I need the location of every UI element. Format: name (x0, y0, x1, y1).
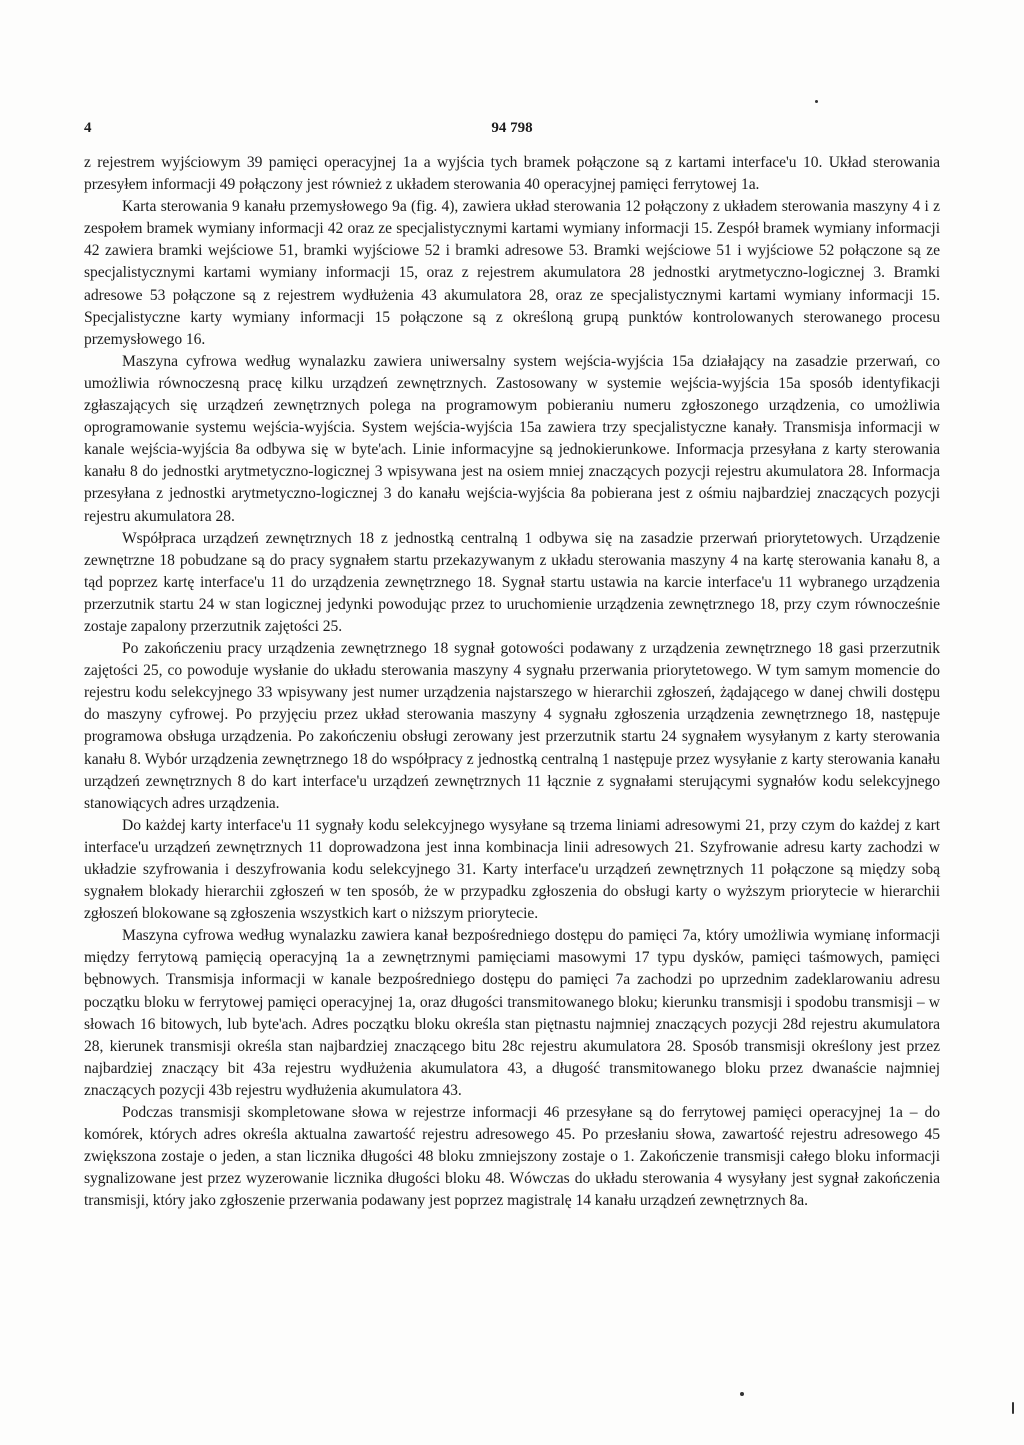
paragraph: Współpraca urządzeń zewnętrznych 18 z jednostką centralną 1 odbywa się na zasadzie przerwań priorytetowych. Urządzenie zewnętrzne 18 pobudzane są do pracy sygnałem startu przekazywanym z układu sterowania maszyny 4 na kartę sterowania kanału 8, a tąd poprzez kartę interface'u 11 do urządzenia zewnętrznego 18. Sygnał startu ustawia na karcie interface'u 11 wybranego urządzenia przerzutnik startu 24 w stan logicznej jedynki powodując przez to uruchomienie urządzenia zewnętrznego 18, przy czym równocześnie zostaje zapalony przerzutnik zajętości 25. (84, 529, 940, 635)
paragraph: Do każdej karty interface'u 11 sygnały kodu selekcyjnego wysyłane są trzema liniami adresowymi 21, przy czym do każdej z kart interface'u urządzeń zewnętrznych 11 doprowadzona jest inna kombinacja linii adresowych 21. Szyfrowanie adresu karty zachodzi w układzie szyfrowania i deszyfrowania kodu selekcyjnego 31. Karty interface'u urządzeń zewnętrznych 11 połączone są między sobą sygnałem blokady hierarchii zgłoszeń w ten sposób, że w przypadku zgłoszenia do obsługi karty o wyższym priorytecie w hierarchii zgłoszeń blokowane są zgłoszenia wszystkich kart o niższym priorytecie. (84, 816, 940, 923)
body-text (84, 152, 940, 1213)
scan-speck (740, 1392, 744, 1396)
page-number: 4 (84, 120, 92, 136)
scan-speck (815, 100, 818, 103)
scan-speck (1012, 1402, 1014, 1414)
patent-number: 94 798 (491, 120, 533, 136)
paragraph: Maszyna cyfrowa według wynalazku zawiera uniwersalny system wejścia-wyjścia 15a działający na zasadzie przerwań, co umożliwia równoczesną pracę kilku urządzeń zewnętrznych. Zastosowany w systemie wejścia-wyjścia 15a sposób identyfikacji zgłaszających się urządzeń zewnętrznych polega na programowym pobieraniu numeru zgłoszonego urządzenia, co umożliwia oprogramowanie systemu wejścia-wyjścia. System wejścia-wyjścia 15a zawiera trzy specjalistyczne kanały. Transmisja informacji w kanale wejścia-wyjścia 8a odbywa się w byte'ach. Linie informacyjne są jednokierunkowe. Informacja przesyłana z karty sterowania kanału 8 do jednostki arytmetyczno-logicznej 3 wpisywana jest na osiem mniej znaczących pozycji rejestru akumulatora 28. Informacja przesyłana z jednostki arytmetyczno-logicznej 3 do kanału wejścia-wyjścia 8a pobierana jest z ośmiu najbardziej znaczących pozycji rejestru akumulatora 28. (84, 352, 940, 525)
paragraph: z rejestrem wyjściowym 39 pamięci operacyjnej 1a a wyjścia tych bramek połączone są z kartami interface'u 10. Układ sterowania przesyłem informacji 49 połączony jest również z układem sterowania 40 operacyjnej pamięci ferrytowej 1a. (84, 154, 940, 194)
paragraph: Karta sterowania 9 kanału przemysłowego 9a (fig. 4), zawiera układ sterowania 12 połączony z układem sterowania maszyny 4 i z zespołem bramek wymiany informacji 42 oraz ze specjalistycznymi kartami wymiany informacji 15. Zespół bramek wymiany informacji 42 zawiera bramki wejściowe 51, bramki wyjściowe 52 i bramki adresowe 53. Bramki wejściowe 51 i wyjściowe 52 połączone są ze specjalistycznymi kartami wymiany informacji 15, oraz z rejestrem akumulatora 28 jednostki arytmetyczno-logicznej 3. Bramki adresowe 53 połączone są z rejestrem wydłużenia 43 akumulatora 28, oraz ze specjalistycznymi kartami wymiany informacji 15. Specjalistyczne karty wymiany informacji 15 połączone są z określoną grupą punktów kontrolowanych sterowanego procesu przemysłowego 16. (84, 198, 940, 348)
paragraph: Podczas transmisji skompletowane słowa w rejestrze informacji 46 przesyłane są do ferrytowej pamięci operacyjnej 1a – do komórek, których adres określa aktualna zawartość rejestru adresowego 45. Po przesłaniu słowa, zawartość rejestru adresowego 45 zwiększona zostaje o jeden, a stan licznika długości 48 bloku zmniejszony zostaje o 1. Zakończenie transmisji całego bloku informacji sygnalizowane jest przez wyzerowanie licznika długości bloku 48. Wówczas do układu sterowania 4 wysyłany jest sygnał zakończenia transmisji, który jako zgłoszenie przerwania podawany jest poprzez magistralę 14 kanału urządzeń zewnętrznych 8a. (84, 1104, 940, 1210)
page-header (84, 120, 940, 142)
paragraph: Po zakończeniu pracy urządzenia zewnętrznego 18 sygnał gotowości podawany z urządzenia zewnętrznego 18 gasi przerzutnik zajętości 25, co powoduje wysłanie do układu sterowania maszyny 4 sygnału przerwania priorytetowego. W tym samym momencie do rejestru kodu selekcyjnego 33 wpisywany jest numer urządzenia najstarszego w hierarchii zgłoszeń, żądającego w danej chwili dostępu do maszyny cyfrowej. Po przyjęciu przez układ sterowania maszyny 4 sygnału zgłoszenia urządzenia zewnętrznego 18, następuje programowa obsługa urządzenia. Po zakończeniu obsługi zerowany jest przerzutnik startu 24 sygnałem wysyłanym z karty sterowania kanału 8. Wybór urządzenia zewnętrznego 18 do współpracy z jednostką centralną 1 następuje przez wysyłanie z karty sterowania kanału urządzeń zewnętrznych 8 do kart interface'u urządzeń zewnętrznych 11 łącznie z sygnałami sterującymi sygnałów kodu selekcyjnego stanowiących adres urządzenia. (84, 640, 940, 812)
paragraph: Maszyna cyfrowa według wynalazku zawiera kanał bezpośredniego dostępu do pamięci 7a, który umożliwia wymianę informacji między ferrytową pamięcią operacyjną 1a a zewnętrznymi pamięciami masowymi 17 typu dysków, pamięci taśmowych, pamięci bębnowych. Transmisja informacji w kanale bezpośredniego dostępu do pamięci 7a zachodzi po uprzednim zadeklarowaniu adresu początku bloku w ferrytowej pamięci operacyjnej 1a, oraz długości transmitowanego bloku; kierunku transmisji i spodobu transmisji – w słowach 16 bitowych, lub byte'ach. Adres początku bloku określa stan piętnastu najmniej znaczących pozycji 28d rejestru akumulatora 28, kierunek transmisji określa stan najbardziej znaczącego bitu 28c rejestru akumulatora 28. Sposób transmisji określony jest przez najbardziej znaczący bit 43a rejestru wydłużenia akumulatora 43, a długość transmitowanego bloku przez dwanaście najmniej znaczących pozycji 43b rejestru wydłużenia akumulatora 43. (84, 927, 940, 1099)
